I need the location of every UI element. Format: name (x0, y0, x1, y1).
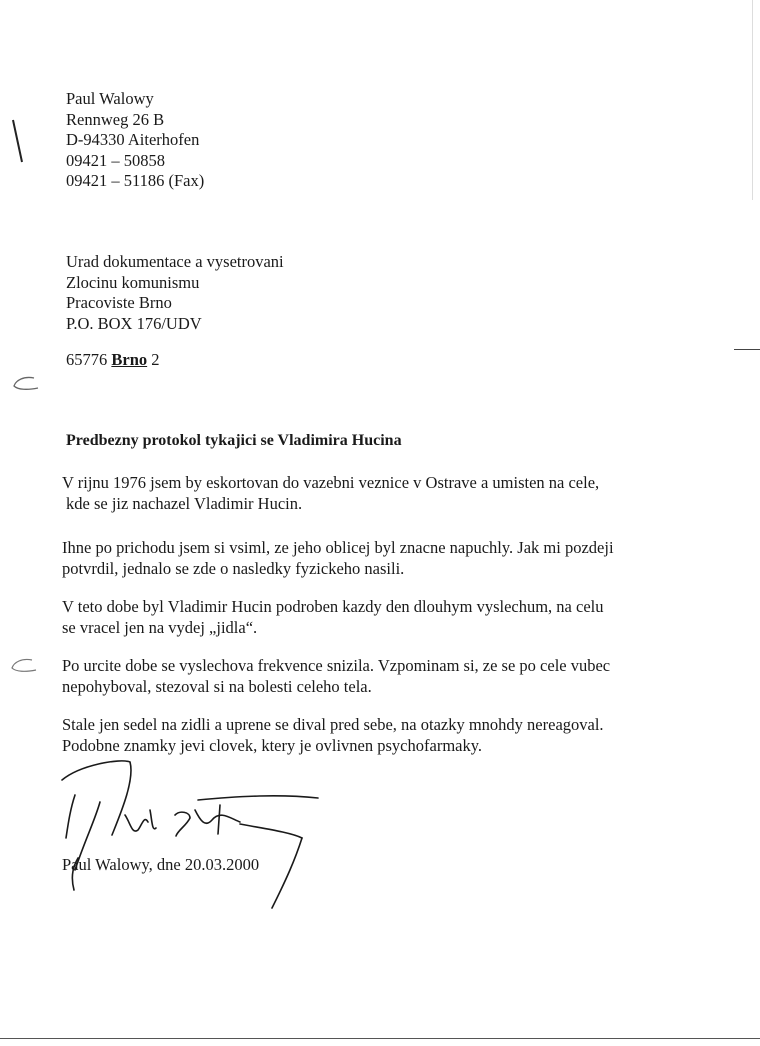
sender-fax: 09421 – 51186 (Fax) (66, 171, 205, 190)
recipient-line-1: Urad dokumentace a vysetrovani (66, 252, 284, 271)
paragraph-line: Podobne znamky jevi clovek, ktery je ovlivnen psychofarmaky. (62, 736, 483, 755)
scan-edge-line (734, 349, 760, 350)
recipient-postcode-line (66, 350, 160, 371)
paragraph-line: V rijnu 1976 jsem by eskortovan do vazebni veznice v Ostrave a umisten na cele, (62, 473, 600, 492)
punch-hole-mark-icon (8, 372, 40, 396)
paragraph-line: Ihne po prichodu jsem si vsiml, ze jeho oblicej byl znacne napuchly. Jak mi pozdeji (62, 538, 614, 557)
postcode: 65776 (66, 350, 108, 369)
paragraph-line: Po urcite dobe se vyslechova frekvence snizila. Vzpominam si, ze se po cele vubec (62, 656, 611, 675)
recipient-line-2: Zlocinu komunismu (66, 272, 200, 292)
signature-caption: Paul Walowy, dne 20.03.2000 (62, 855, 260, 874)
sender-address (66, 89, 204, 192)
postcode-city: Brno (111, 350, 148, 369)
sender-phone: 09421 – 50858 (66, 150, 165, 170)
handwritten-signature (40, 740, 330, 910)
punch-hole-mark-icon (6, 654, 38, 678)
sender-street: Rennweg 26 B (66, 109, 165, 129)
margin-mark-icon (10, 118, 26, 166)
paragraph-line: kde se jiz nachazel Vladimir Hucin. (66, 494, 303, 513)
scan-edge-line (0, 1038, 760, 1039)
recipient-address (66, 252, 284, 334)
sender-city: D-94330 Aiterhofen (66, 130, 200, 149)
paragraph-line: nepohyboval, stezoval si na bolesti celeho tela. (62, 677, 372, 696)
paragraph-line: potvrdil, jednalo se zde o nasledky fyzickeho nasili. (62, 559, 405, 578)
scan-edge-line (752, 0, 753, 200)
paragraph (62, 655, 642, 697)
recipient-line-3: Pracoviste Brno (66, 293, 172, 312)
paragraph-line: Stale jen sedel na zidli a uprene se dival pred sebe, na otazky mnohdy nereagoval. (62, 715, 604, 734)
postcode-district: 2 (151, 350, 160, 369)
paragraph (62, 596, 642, 638)
recipient-line-4: P.O. BOX 176/UDV (66, 313, 202, 333)
paragraph-line: se vracel jen na vydej „jidla“. (62, 618, 258, 637)
paragraph (62, 537, 642, 579)
paragraph-line: V teto dobe byl Vladimir Hucin podroben kazdy den dlouhym vyslechum, na celu (62, 597, 604, 616)
sender-name: Paul Walowy (66, 89, 154, 108)
paragraph (62, 472, 642, 514)
subject-heading: Predbezny protokol tykajici se Vladimira Hucina (66, 432, 402, 449)
